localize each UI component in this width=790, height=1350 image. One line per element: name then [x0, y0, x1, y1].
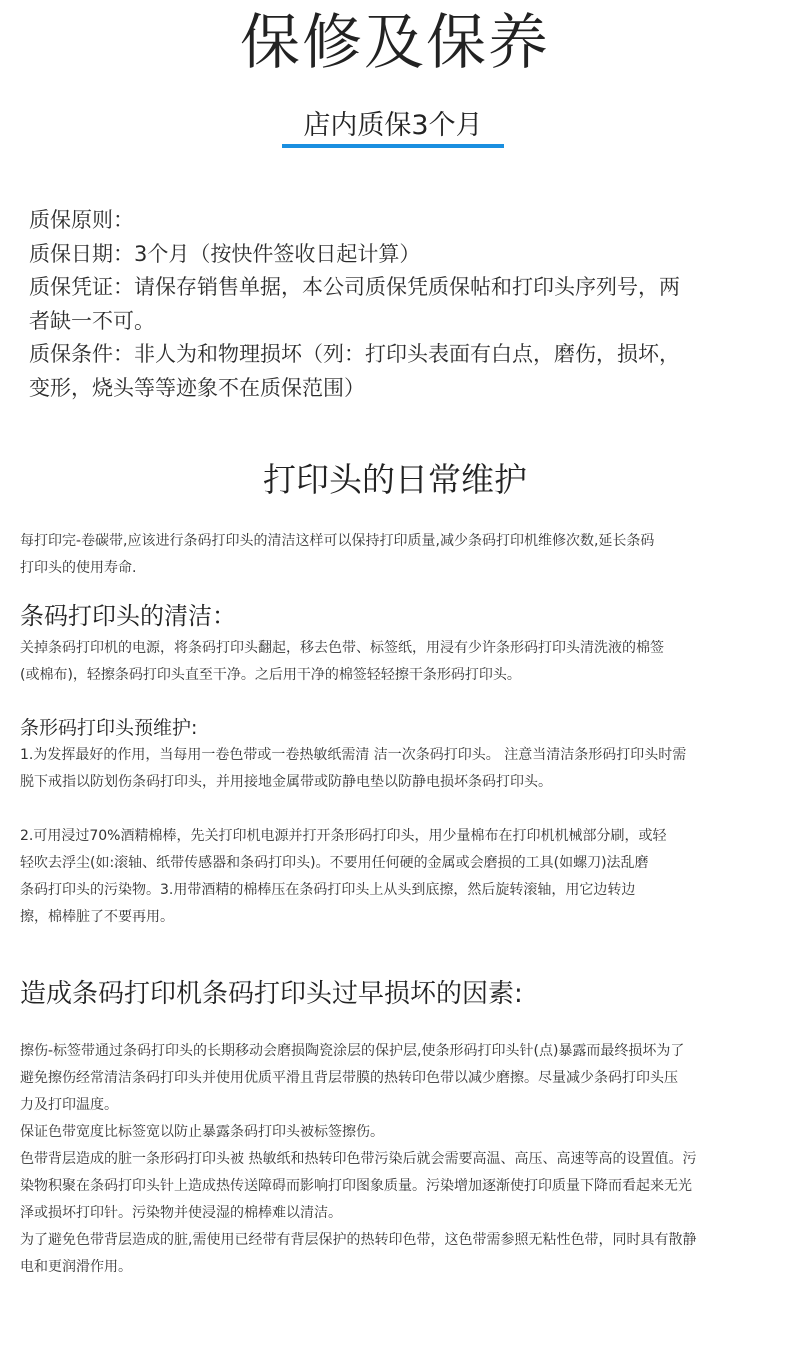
damage-line: 避免擦伤经常清洁条码打印头并使用优质平滑且背层带膜的热转印色带以减少磨擦。尽量减少条码打印头压 [20, 1070, 678, 1086]
subtitle-underline [282, 144, 504, 148]
warranty-terms [29, 204, 769, 405]
damage-line: 为了避免色带背层造成的脏,需使用已经带有背层保护的热转印色带，这色带需参照无粘性色带，同时具有散静 [20, 1232, 697, 1248]
damage-line: 擦伤-标签带通过条码打印头的长期移动会磨损陶瓷涂层的保护层,使条形码打印头针(点)暴露而最终损坏为了 [20, 1043, 685, 1059]
preventive-line: 擦，棉棒脏了不要再用。 [20, 909, 174, 925]
damage-line: 力及打印温度。 [20, 1097, 118, 1113]
subtitle-block [282, 108, 504, 148]
intro-line: 打印头的使用寿命. [20, 560, 137, 576]
cleaning-line: 关掉条码打印机的电源，将条码打印头翻起，移去色带、标签纸，用浸有少许条形码打印头清洗液的棉签 [20, 640, 664, 656]
cleaning-text [20, 635, 780, 689]
damage-heading: 造成条码打印机条码打印头过早损坏的因素: [20, 979, 523, 1009]
preventive-title: 条形码打印头预维护: [20, 717, 198, 739]
preventive-line: 条码打印头的污染物。3.用带酒精的棉棒压在条码打印头上从头到底擦，然后旋转滚轴，用它边转边 [20, 882, 636, 898]
cleaning-line: (或棉布)，轻擦条码打印头直至干净。之后用干净的棉签轻轻擦干条形码打印头。 [20, 667, 521, 683]
warranty-line: 质保日期：3个月（按快件签收日起计算） [29, 241, 421, 266]
damage-line: 染物积聚在条码打印头针上造成热传送障碍而影响打印图象质量。污染增加逐渐使打印质量下降而看起来无光 [20, 1178, 692, 1194]
preventive-text-2 [20, 823, 780, 931]
warranty-line: 质保条件：非人为和物理损坏（列：打印头表面有白点，磨伤，损坏， [29, 342, 680, 366]
intro-line: 每打印完-卷碳带,应该进行条码打印头的清洁这样可以保持打印质量,减少条码打印机维修次数,延长条码 [20, 533, 655, 549]
maintenance-heading: 打印头的日常维护 [263, 460, 527, 499]
damage-text [20, 1038, 780, 1281]
damage-line: 色带背层造成的脏一条形码打印头被 热敏纸和热转印色带污染后就会需要高温、高压、高速等高的设置值。污 [20, 1151, 697, 1167]
damage-line: 保证色带宽度比标签宽以防止暴露条码打印头被标签擦伤。 [20, 1124, 384, 1140]
page-title: 保修及保养 [240, 8, 550, 78]
preventive-line: 轻吹去浮尘(如:滚轴、纸带传感器和条码打印头)。不要用任何硬的金属或会磨损的工具(如螺刀)法乱磨 [20, 855, 649, 871]
preventive-line: 1.为发挥最好的作用，当每用一卷色带或一卷热敏纸需清 洁一次条码打印头。 注意当清洁条形码打印头时需 [20, 747, 687, 763]
preventive-text-1 [20, 742, 780, 796]
warranty-line: 质保原则： [29, 208, 134, 232]
damage-line: 泽或损坏打印针。污染物并使浸湿的棉棒难以清洁。 [20, 1205, 342, 1221]
warranty-line: 变形，烧头等等迹象不在质保范围） [29, 375, 365, 400]
warranty-line: 者缺一不可。 [29, 308, 155, 333]
damage-line: 电和更润滑作用。 [20, 1259, 132, 1275]
subtitle: 店内质保3个月 [303, 110, 483, 141]
preventive-line: 2.可用浸过70%酒精棉棒，先关打印机电源并打开条形码打印头，用少量棉布在打印机机械部分刷，或轻 [20, 828, 667, 844]
warranty-line: 质保凭证：请保存销售单据，本公司质保凭质保帖和打印头序列号，两 [29, 275, 680, 299]
maintenance-intro [20, 528, 780, 582]
preventive-line: 脱下戒指以防划伤条码打印头，并用接地金属带或防静电垫以防静电损坏条码打印头。 [20, 774, 552, 790]
cleaning-title: 条码打印头的清洁： [20, 602, 236, 630]
